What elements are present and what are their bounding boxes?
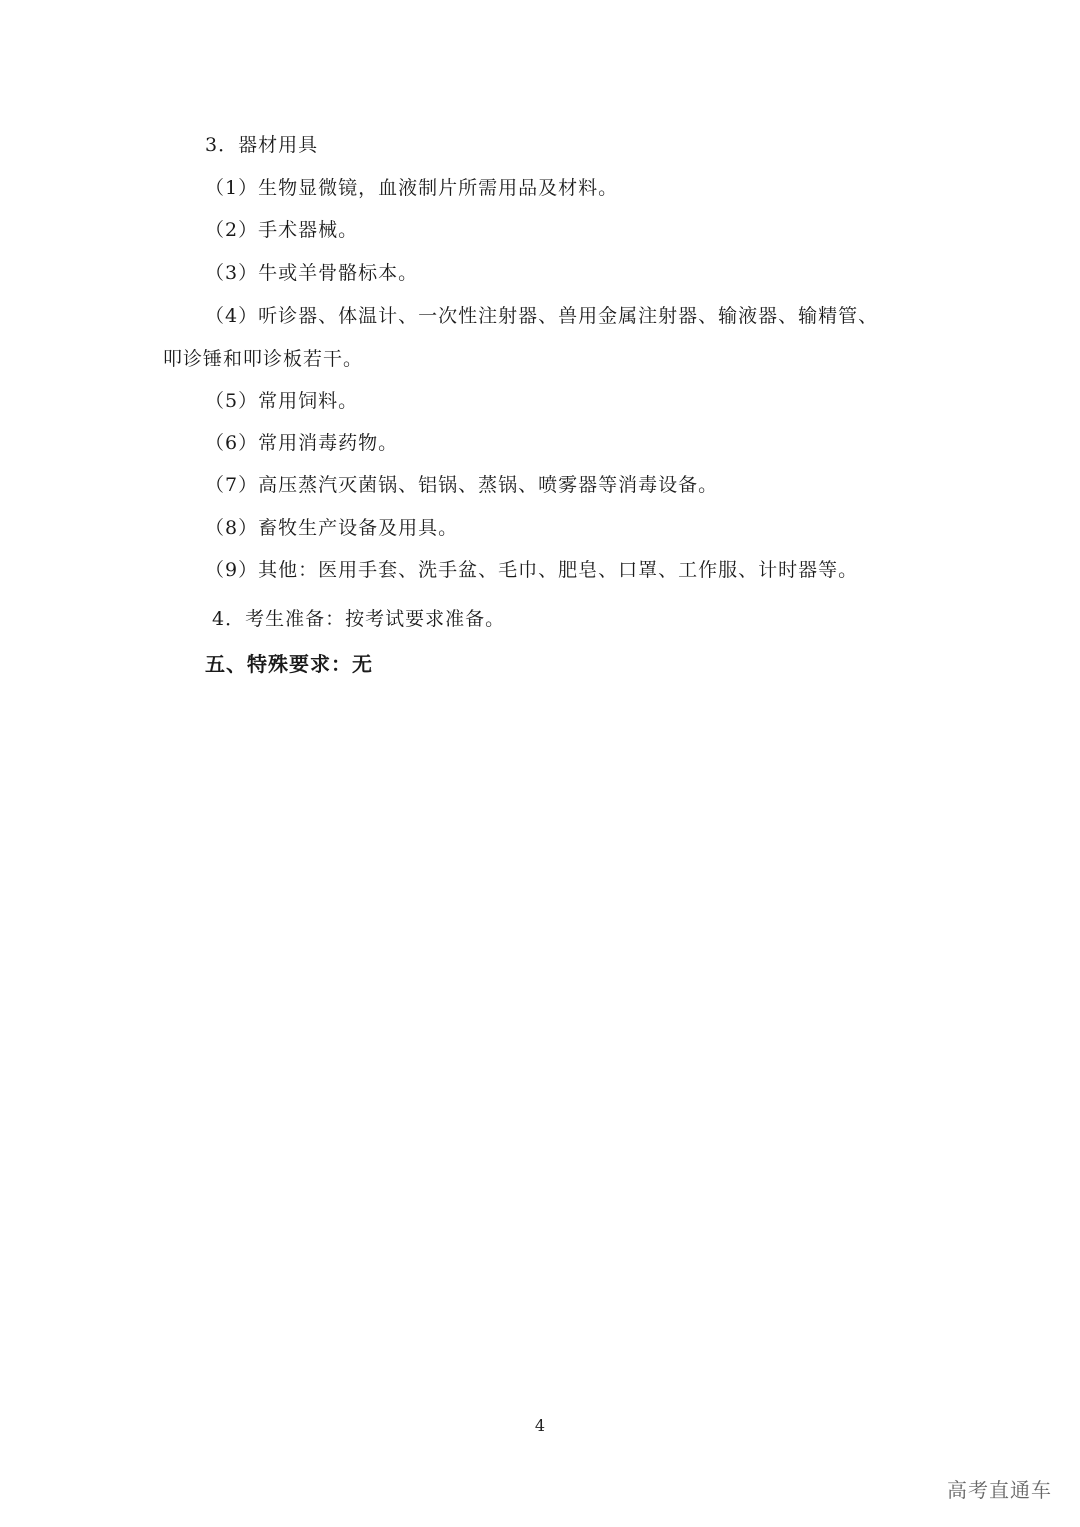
list-item: （4）听诊器、体温计、一次性注射器、兽用金属注射器、输液器、输精管、 xyxy=(205,305,879,327)
list-item: （5）常用饲料。 xyxy=(205,390,359,412)
section-heading: 五、特殊要求：无 xyxy=(205,652,373,676)
list-item: （6）常用消毒药物。 xyxy=(205,432,399,454)
list-item: （7）高压蒸汽灭菌锅、铝锅、蒸锅、喷雾器等消毒设备。 xyxy=(205,474,719,496)
list-item: （9）其他：医用手套、洗手盆、毛巾、肥皂、口罩、工作服、计时器等。 xyxy=(205,559,859,581)
watermark-logo: 高考直通车 xyxy=(947,1478,1052,1502)
list-item-continuation: 叩诊锤和叩诊板若干。 xyxy=(163,348,364,370)
list-item: （8）畜牧生产设备及用具。 xyxy=(205,517,459,539)
page-number: 4 xyxy=(534,1416,546,1435)
list-item: （3）牛或羊骨骼标本。 xyxy=(205,262,419,284)
equipment-heading: 3．器材用具 xyxy=(205,134,319,156)
list-item: （1）生物显微镜，血液制片所需用品及材料。 xyxy=(205,177,619,199)
candidate-preparation: 4．考生准备：按考试要求准备。 xyxy=(212,608,506,630)
list-item: （2）手术器械。 xyxy=(205,219,359,241)
